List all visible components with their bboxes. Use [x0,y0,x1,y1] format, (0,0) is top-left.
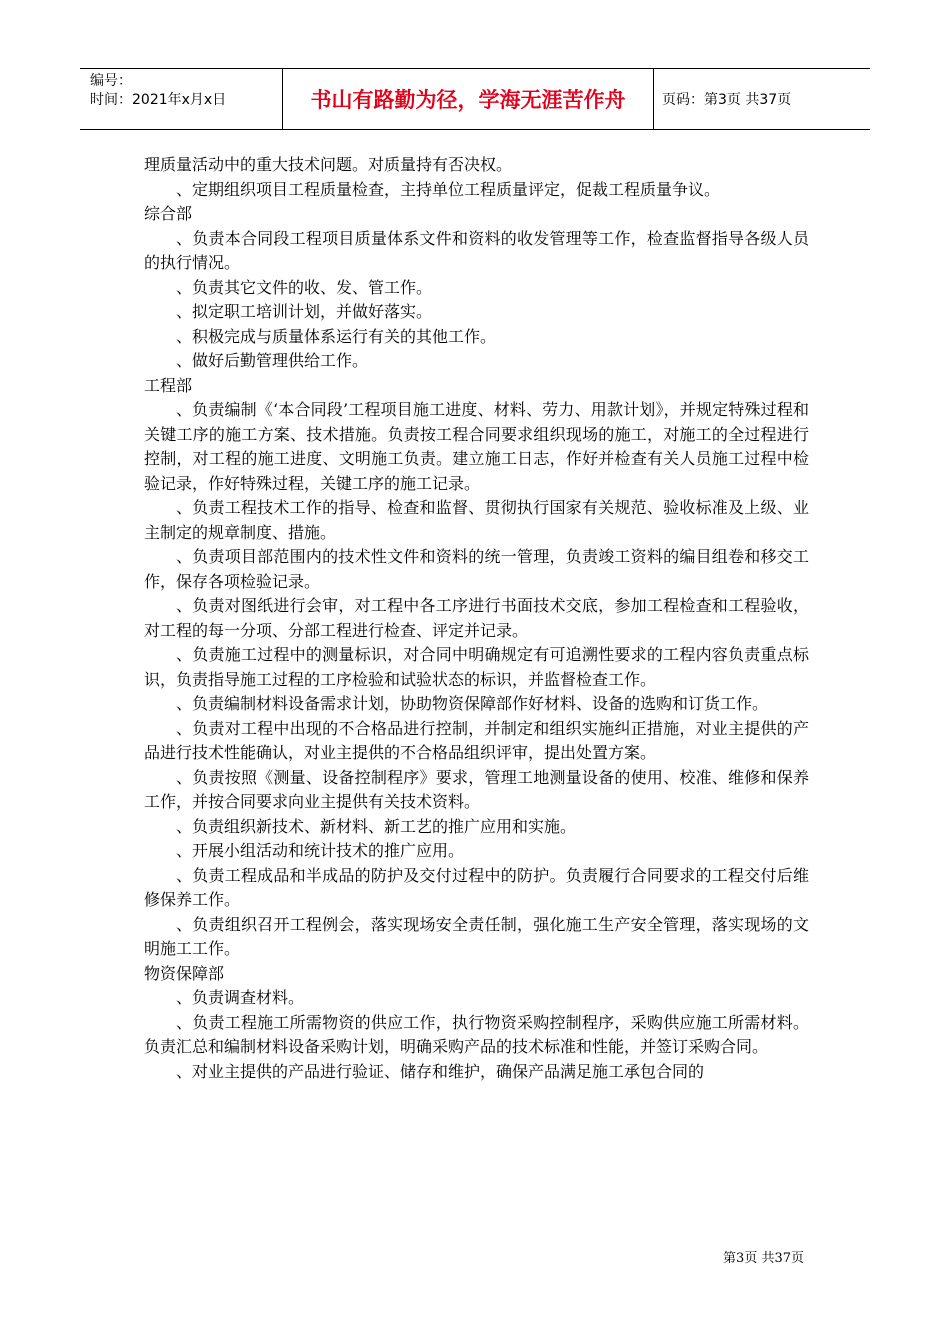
section-heading: 工程部 [144,375,193,395]
body-paragraph: 、负责施工过程中的测量标识，对合同中明确规定有可追溯性要求的工程内容负责重点标识，负责指导施工过程的工序检验和试验状态的标识，并监督检查工作。 [144,645,809,689]
body-paragraph: 、开展小组活动和统计技术的推广应用。 [176,841,465,860]
body-paragraph: 、负责按照《测量、设备控制程序》要求，管理工地测量设备的使用、校准、维修和保养工作，并按合同要求向业主提供有关技术资料。 [144,767,809,811]
body-paragraph: 、拟定职工培训计划，并做好落实。 [176,302,433,321]
body-paragraph: 、做好后勤管理供给工作。 [176,351,369,370]
body-paragraph: 、积极完成与质量体系运行有关的其他工作。 [176,326,497,346]
body-paragraph: 、负责编制《‘本合同段’工程项目施工进度、材料、劳力、用款计划》，并规定特殊过程和关键工序的施工方案、技术措施。负责按工程合同要求组织现场的施工，对施工的全过程进行控制，对工程的施工进度、文明施工负责。建立施工日志，作好并检查有关人员施工过程中检验记录，作好特殊过程，关键工序的施工记录。 [144,400,809,493]
page-footer-number: 第3页 共37页 [723,1251,804,1266]
body-paragraph: 、对业主提供的产品进行验证、储存和维护，确保产品满足施工承包合同的 [176,1061,705,1081]
document-body [144,153,809,1084]
body-paragraph: 、负责其它文件的收、发、管工作。 [176,277,433,297]
section-heading: 物资保障部 [144,963,225,983]
body-paragraph: 、负责组织新技术、新材料、新工艺的推广应用和实施。 [176,816,577,836]
section-heading: 综合部 [144,204,193,223]
header-meta [80,69,282,129]
header-page-number: 页码：第3页 共37页 [662,92,792,108]
body-paragraph: 、负责工程技术工作的指导、检查和监督、贯彻执行国家有关规范、验收标准及上级、业主制定的规章制度、措施。 [144,498,809,542]
header-motto: 书山有路勤为径，学海无涯苦作舟 [282,69,654,129]
body-paragraph: 、负责组织召开工程例会，落实现场安全责任制，强化施工生产安全管理，落实现场的文明施工工作。 [144,914,809,958]
body-paragraph: 、负责本合同段工程项目质量体系文件和资料的收发管理等工作，检查监督指导各级人员的执行情况。 [144,228,809,272]
body-paragraph: 、负责工程施工所需物资的供应工作，执行物资采购控制程序，采购供应施工所需材料。负责汇总和编制材料设备采购计划，明确采购产品的技术标准和性能，并签订采购合同。 [144,1012,809,1056]
document-time-label: 时间：2021年x月x日 [90,92,227,108]
page-header [80,68,870,130]
section-heading: 理质量活动中的重大技术问题。对质量持有否决权。 [144,155,513,174]
body-paragraph: 、负责对图纸进行会审，对工程中各工序进行书面技术交底，参加工程检查和工程验收，对工程的每一分项、分部工程进行检查、评定并记录。 [144,596,809,640]
body-paragraph: 、负责项目部范围内的技术性文件和资料的统一管理，负责竣工资料的编目组卷和移交工作，保存各项检验记录。 [144,547,809,591]
body-paragraph: 、负责编制材料设备需求计划，协助物资保障部作好材料、设备的选购和订货工作。 [176,694,769,713]
body-paragraph: 、负责调查材料。 [176,988,305,1007]
body-paragraph: 、负责工程成品和半成品的防护及交付过程中的防护。负责履行合同要求的工程交付后维修保养工作。 [144,865,809,909]
body-paragraph: 、定期组织项目工程质量检查，主持单位工程质量评定，促裁工程质量争议。 [176,179,721,199]
document-number-label: 编号： [90,73,132,89]
body-paragraph: 、负责对工程中出现的不合格品进行控制，并制定和组织实施纠正措施，对业主提供的产品进行技术性能确认，对业主提供的不合格品组织评审，提出处置方案。 [144,718,809,762]
